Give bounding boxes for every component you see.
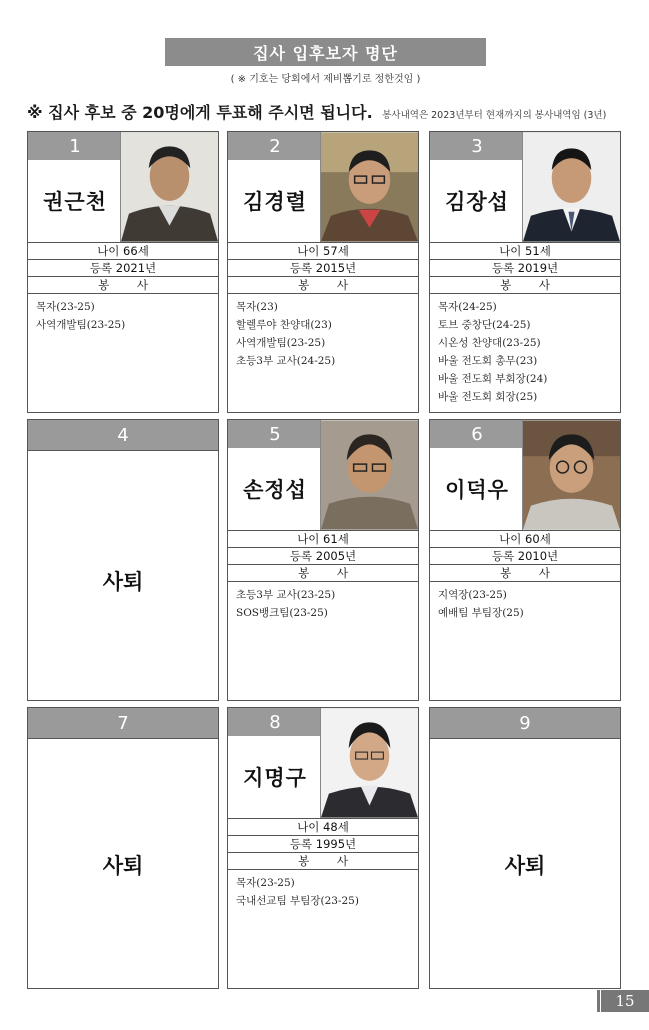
candidate-card-2: [227, 131, 419, 413]
activity-list: [28, 293, 218, 338]
activity-list: [430, 293, 620, 410]
activity-item: 목자(23-25): [36, 301, 95, 313]
candidate-card-3: [429, 131, 621, 413]
activity-list: [430, 581, 620, 626]
candidate-card-5: [227, 419, 419, 701]
activity-item: 예배팀 부팀장(25): [438, 607, 524, 619]
candidate-name: 이덕우: [445, 478, 509, 502]
service-heading: 봉 사: [228, 564, 418, 581]
withdrawn-status: 사퇴: [102, 854, 144, 878]
candidate-registered: 등록 2021년: [28, 259, 218, 276]
page-title: 집사 입후보자 명단: [165, 38, 486, 66]
instruction-main: ※ 집사 후보 중 20명에게 투표해 주시면 됩니다.: [27, 103, 373, 122]
candidate-registered: 등록 2015년: [228, 259, 418, 276]
voting-instruction: [27, 100, 627, 123]
service-heading: 봉 사: [28, 276, 218, 293]
activity-item: 지역장(23-25): [438, 589, 507, 601]
candidate-card-1: [27, 131, 219, 413]
withdrawn-status: 사퇴: [504, 854, 546, 878]
activity-item: 시온성 찬양대(23-25): [438, 337, 541, 349]
candidate-number: 7: [28, 708, 218, 739]
activity-item: 초등3부 교사(23-25): [236, 589, 336, 601]
activity-item: 목자(24-25): [438, 301, 497, 313]
candidate-number: 6: [430, 420, 524, 448]
withdrawn-status: 사퇴: [102, 570, 144, 594]
candidate-registered: 등록 2005년: [228, 547, 418, 564]
candidate-age: 나이 51세: [430, 242, 620, 259]
title-note: ( ※ 기호는 당회에서 제비뽑기로 정한것임 ): [230, 74, 421, 85]
candidate-age: 나이 66세: [28, 242, 218, 259]
activity-item: 바울 전도회 부회장(24): [438, 373, 548, 385]
candidate-photo: [522, 420, 620, 530]
candidate-age: 나이 57세: [228, 242, 418, 259]
activity-item: 바울 전도회 총무(23): [438, 355, 538, 367]
page-number-tab: [597, 990, 600, 1012]
activity-item: 국내선교팀 부팀장(23-25): [236, 895, 359, 907]
candidate-name: 손정섭: [243, 478, 307, 502]
service-heading: 봉 사: [430, 276, 620, 293]
candidate-number: 4: [28, 420, 218, 451]
candidate-age: 나이 60세: [430, 530, 620, 547]
candidate-number: 1: [28, 132, 122, 160]
candidate-card-4: [27, 419, 219, 701]
activity-item: 토브 중창단(24-25): [438, 319, 531, 331]
activity-item: 목자(23): [236, 301, 278, 313]
activity-item: 바울 전도회 회장(25): [438, 391, 538, 403]
candidate-registered: 등록 1995년: [228, 835, 418, 852]
candidate-card-8: [227, 707, 419, 989]
candidate-photo: [320, 132, 418, 242]
activity-list: [228, 293, 418, 374]
candidate-number: 3: [430, 132, 524, 160]
activity-item: SOS뱅크팀(23-25): [236, 607, 328, 619]
candidate-age: 나이 48세: [228, 818, 418, 835]
candidate-name: 지명구: [243, 766, 307, 790]
candidate-age: 나이 61세: [228, 530, 418, 547]
activity-item: 사역개발팀(23-25): [36, 319, 126, 331]
activity-item: 사역개발팀(23-25): [236, 337, 326, 349]
candidate-card-6: [429, 419, 621, 701]
activity-item: 초등3부 교사(24-25): [236, 355, 336, 367]
candidate-photo: [522, 132, 620, 242]
candidate-card-9: [429, 707, 621, 989]
candidate-photo: [320, 708, 418, 818]
service-heading: 봉 사: [228, 852, 418, 869]
candidate-number: 5: [228, 420, 322, 448]
activity-list: [228, 581, 418, 626]
activity-item: 할렐루야 찬양대(23): [236, 319, 332, 331]
candidate-name: 김장섭: [445, 190, 509, 214]
page-number: 15: [601, 990, 649, 1012]
service-heading: 봉 사: [228, 276, 418, 293]
instruction-note: 봉사내역은 2023년부터 현재까지의 봉사내역임 (3년): [382, 110, 607, 121]
candidate-name: 권근천: [43, 190, 107, 214]
candidate-photo: [320, 420, 418, 530]
candidate-registered: 등록 2010년: [430, 547, 620, 564]
candidate-registered: 등록 2019년: [430, 259, 620, 276]
candidate-number: 8: [228, 708, 322, 736]
activity-item: 목자(23-25): [236, 877, 295, 889]
candidate-number: 2: [228, 132, 322, 160]
candidate-number: 9: [430, 708, 620, 739]
service-heading: 봉 사: [430, 564, 620, 581]
candidate-card-7: [27, 707, 219, 989]
candidate-photo: [120, 132, 218, 242]
candidate-name: 김경렬: [243, 190, 307, 214]
activity-list: [228, 869, 418, 914]
